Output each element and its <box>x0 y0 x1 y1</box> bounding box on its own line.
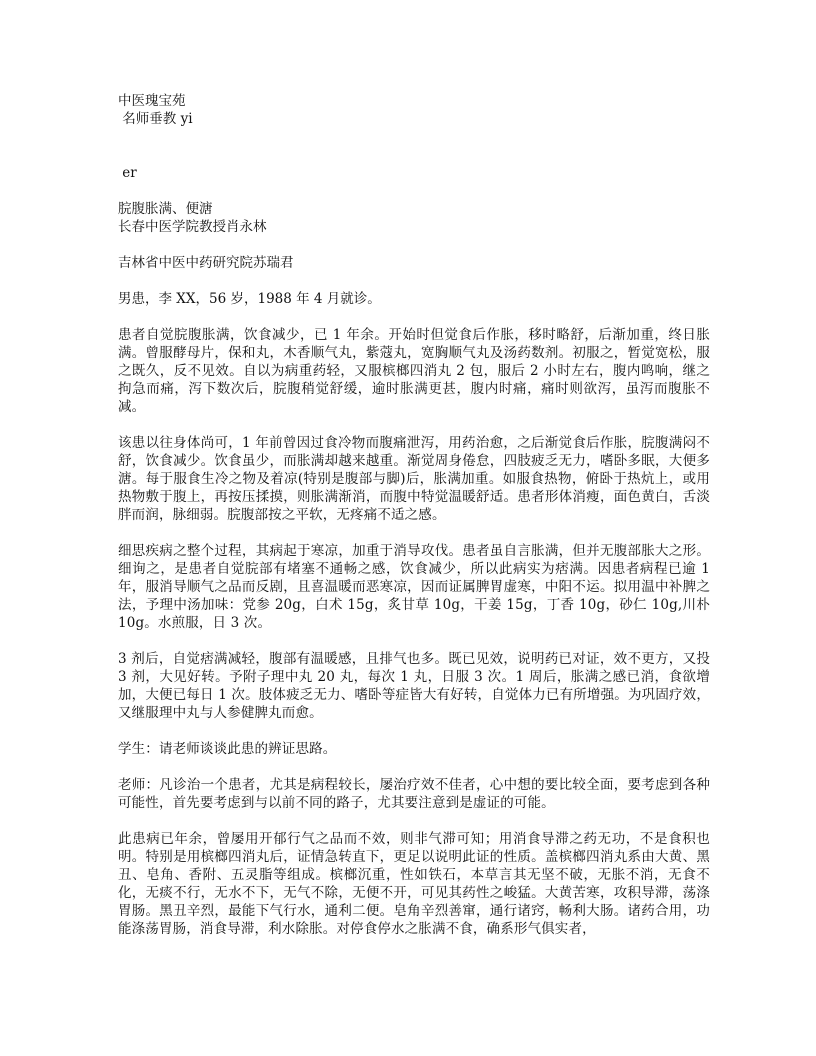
author-line-2: 吉林省中医中药研究院苏瑞君 <box>118 255 294 271</box>
section-title: 名师垂教 yi <box>118 111 193 127</box>
site-title: 中医瑰宝苑 <box>118 93 186 109</box>
case-paragraph-4: 3 剂后，自觉痞满减轻，腹部有温暖感，且排气也多。既已见效，说明药已对证，效不更方，又投 3 剂，大见好转。予附子理中丸 20 丸，每次 1 丸，日服 3 次。1 周后，胀满之感已消，食欲增加，大便已每日 1 次。肢体疲乏无力、嗜卧等症皆大有好转，自觉体力已有所增强。为巩固疗效，又继服理中丸与人参健脾丸而愈。 <box>118 651 710 721</box>
case-intro: 男患，李 XX，56 岁，1988 年 4 月就诊。 <box>118 291 381 307</box>
case-paragraph-1: 患者自觉脘腹胀满，饮食减少，已 1 年余。开始时但觉食后作胀，移时略舒，后渐加重，终日胀满。曾服酵母片，保和丸，木香顺气丸，紫蔻丸，宽胸顺气丸及汤药数剂。初服之，暂觉宽松，服之既久，反不见效。自以为病重药轻，又服槟榔四消丸 2 包，服后 2 小时左右，腹内鸣响，继之拘急而痛，泻下数次后，脘腹稍觉舒缓，逾时胀满更甚，腹内时痛，痛时则欲泻，虽泻而腹胀不减。 <box>118 327 710 415</box>
analysis-paragraph: 此患病已年余，曾屡用开郁行气之品而不效，则非气滞可知；用消食导滞之药无功，不是食积也明。特别是用槟榔四消丸后，证情急转直下，更足以说明此证的性质。盖槟榔四消丸系由大黄、黑丑、皂角、香附、五灵脂等组成。槟榔沉重，性如铁石，本草言其无坚不破，无胀不消，无食不化，无痰不行，无水不下，无气不除，无便不开，可见其药性之峻猛。大黄苦寒，攻积导滞，荡涤胃肠。黑丑辛烈，最能下气行水，通利二便。皂角辛烈善窜，通行诸窍，畅利大肠。诸药合用，功能涤荡胃肠，消食导滞，利水除胀。对停食停水之胀满不食，确系形气俱实者， <box>118 831 710 937</box>
article-title: 脘腹胀满、便溏 <box>118 201 213 217</box>
case-paragraph-2: 该患以往身体尚可，1 年前曾因过食冷物而腹痛泄泻，用药治愈，之后渐觉食后作胀，脘腹满闷不舒，饮食减少。饮食虽少，而胀满却越来越重。渐觉周身倦怠，四肢疲乏无力，嗜卧多眠，大便多溏。每于服食生冷之物及着凉(特别是腹部与脚)后，胀满加重。如服食热物，俯卧于热炕上，或用热物敷于腹上，再按压揉摸，则胀满渐消，而腹中特觉温暖舒适。患者形体消瘦，面色黄白，舌淡胖而润，脉细弱。脘腹部按之平软，无疼痛不适之感。 <box>118 435 710 523</box>
document-page <box>118 92 710 938</box>
teacher-answer: 老师：凡诊治一个患者，尤其是病程较长，屡治疗效不佳者，心中想的要比较全面，要考虑到各种可能性，首先要考虑到与以前不同的路子，尤其要注意到是虚证的可能。 <box>118 777 710 811</box>
student-question: 学生：请老师谈谈此患的辨证思路。 <box>118 741 337 757</box>
case-paragraph-3: 细思疾病之整个过程，其病起于寒凉，加重于消导攻伐。患者虽自言胀满，但并无腹部胀大之形。细询之，是患者自觉脘部有堵塞不通畅之感，饮食减少，所以此病实为痞满。因患者病程已逾 1 年，服消导顺气之品而反剧，且喜温暖而恶寒凉，因而证属脾胃虚寒，中阳不运。拟用温中补脾之法，予理中汤加味：党参 20g，白术 15g，炙甘草 10g，干姜 15g，丁香 10g，砂仁 10g,川朴 10g。水煎服，日 3 次。 <box>118 543 710 631</box>
header-fragment: er <box>118 165 137 181</box>
author-line-1: 长春中医学院教授肖永林 <box>118 219 267 235</box>
